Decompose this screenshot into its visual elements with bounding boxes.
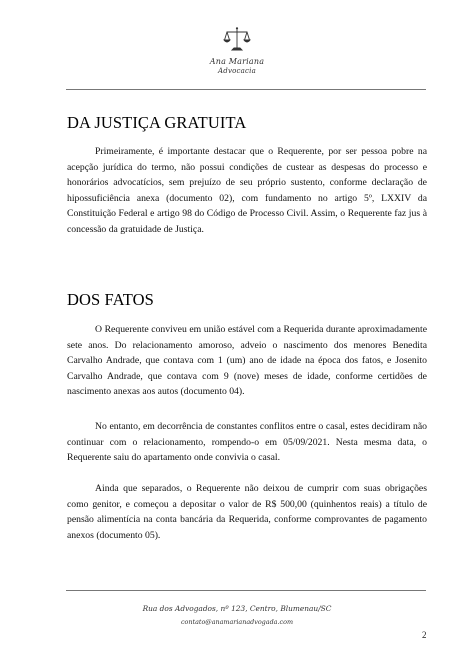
paragraph-justica-gratuita: Primeiramente, é importante destacar que o Requerente, por ser pessoa pobre na acepção jurídica do termo, não possui condições de custear as despesas do processo e honorários advocatícios, sem prejuízo de seu próprio sustento, conforme declaração de hipossuficiência anexa (documento 02), com fundamento no artigo 5º, LXXIV da Constituição Federal e artigo 98 do Código de Processo Civil. Assim, o Requerente faz jus à concessão da gratuidade de Justiça.: [67, 146, 427, 235]
page-number: 2: [422, 630, 427, 640]
paragraph-fatos-3: Ainda que separados, o Requerente não deixou de cumprir com suas obrigações como genitor, e começou a depositar o valor de R$ 500,00 (quinhentos reais) a título de pensão alimentícia na conta bancária da Requerida, conforme comprovantes de pagamento anexos (documento 05).: [67, 483, 427, 541]
footer-address: Rua dos Advogados, nº 123, Centro, Blumenau/SC: [142, 604, 332, 613]
paragraph-fatos-2: No entanto, em decorrência de constantes conflitos entre o casal, estes decidiram não continuar com o relacionamento, rompendo-o em 05/09/2021. Nesta mesma data, o Requerente saiu do apartamento onde convivia o casal.: [67, 421, 427, 464]
section-title-justica-gratuita: DA JUSTIÇA GRATUITA: [67, 113, 247, 132]
section-title-dos-fatos: DOS FATOS: [67, 290, 154, 309]
letterhead: [0, 26, 474, 76]
brand-name: Ana Mariana: [209, 57, 265, 66]
paragraph-fatos-1: O Requerente conviveu em união estável com a Requerida durante aproximadamente sete anos. Do relacionamento amoroso, adveio o nascimento dos menores Benedita Carvalho Andrade, que contava com 1 (um) ano de idade na época dos fatos, e Josenito Carvalho Andrade, que contava com 9 (nove) meses de idade, conforme certidões de nascimento anexas aos autos (documento 04).: [67, 324, 427, 398]
footer-email: contato@anamarianadvogada.com: [180, 618, 294, 626]
header-divider: [66, 89, 426, 90]
scales-of-justice-icon: [223, 26, 251, 52]
brand-subtitle: Advocacia: [218, 67, 256, 75]
footer-divider: [66, 590, 426, 591]
